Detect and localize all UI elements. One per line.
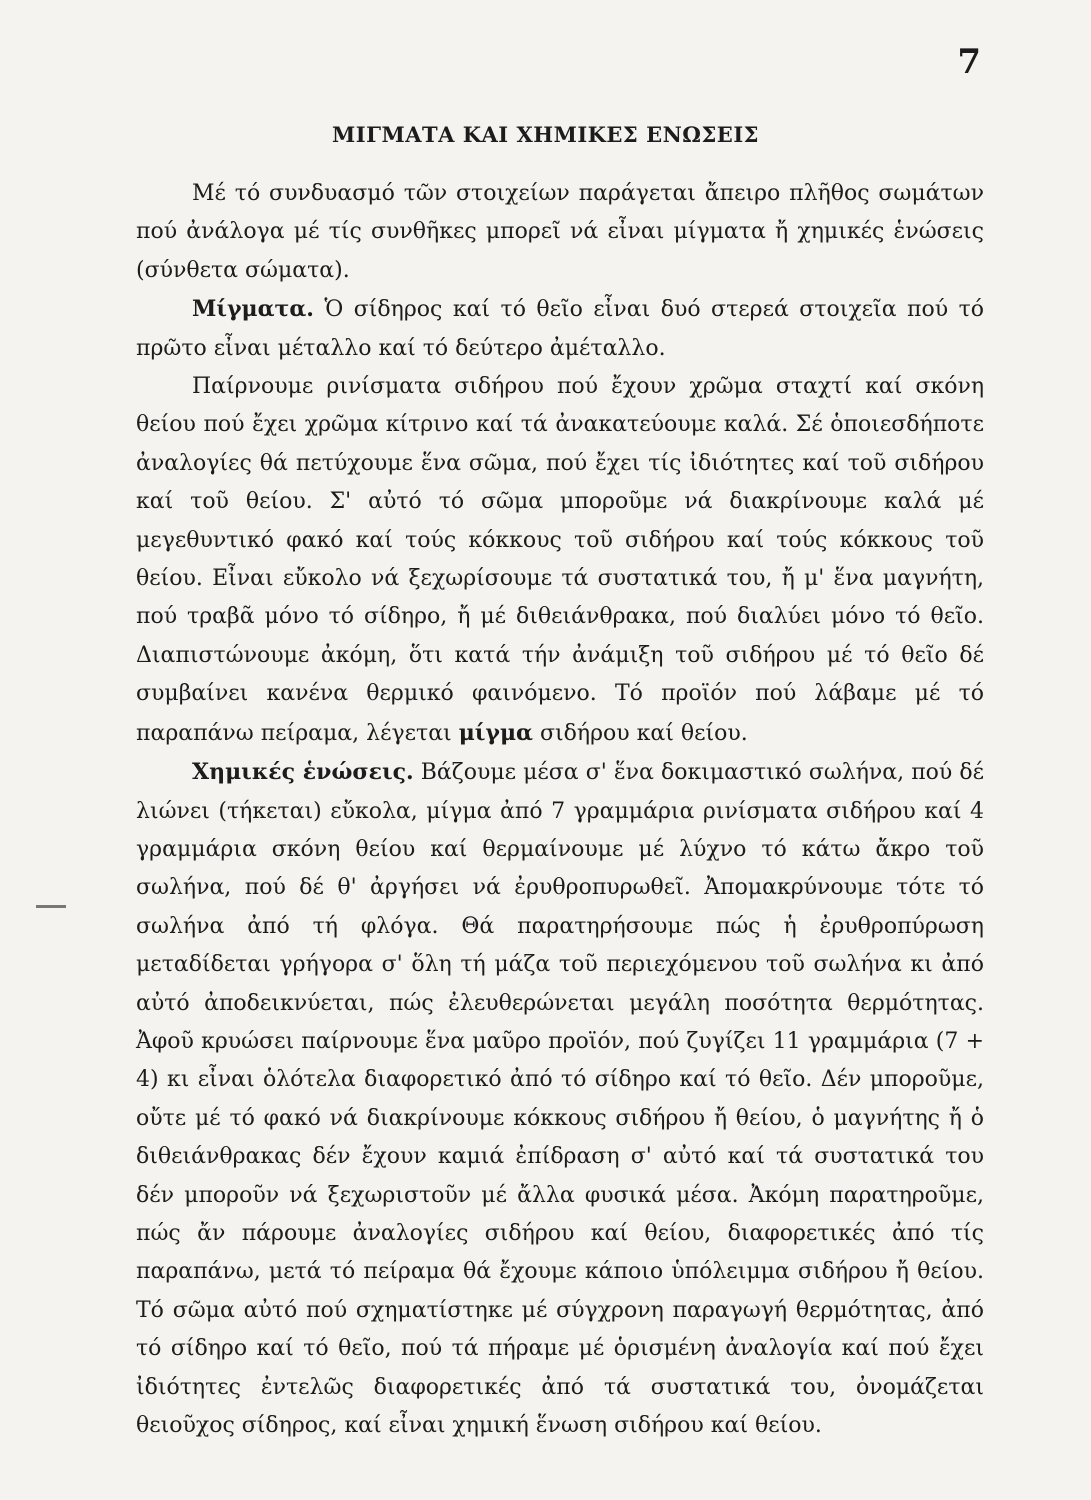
- paragraph-experiment-text-after: σιδήρου καί θείου.: [540, 720, 748, 746]
- margin-mark: [36, 905, 66, 908]
- paragraph-intro: [136, 175, 984, 290]
- paragraph-intro-text: Μέ τό συνδυασμό τῶν στοιχείων παράγεται ἄπειρο πλῆθος σωμάτων πού ἀνάλογα μέ τίς συνθῆκες μπορεῖ νά εἶναι μίγματα ἤ χημικές ἑνώσεις (σύνθετα σώματα).: [136, 181, 984, 283]
- term-mixture: μίγμα: [458, 719, 533, 746]
- paragraph-compounds: [136, 753, 984, 1445]
- body-text: [136, 175, 984, 1445]
- page-title: ΜΙΓΜΑΤΑ ΚΑΙ ΧΗΜΙΚΕΣ ΕΝΩΣΕΙΣ: [332, 122, 759, 147]
- section-heading-compounds: Χημικές ἑνώσεις.: [192, 759, 414, 786]
- page-number: 7: [957, 42, 981, 82]
- paragraph-mixtures-text: Ὁ σίδηρος καί τό θεῖο εἶναι δυό στερεά στοιχεῖα πού τό πρῶτο εἶναι μέταλλο καί τό δεύτερο ἀμέταλλο.: [136, 297, 984, 361]
- section-heading-mixtures: Μίγματα.: [192, 296, 314, 323]
- paragraph-compounds-text: Βάζουμε μέσα σ' ἕνα δοκιμαστικό σωλήνα, πού δέ λιώνει (τήκεται) εὔκολα, μίγμα ἀπό 7 γραμμάρια ρινίσματα σιδήρου καί 4 γραμμάρια σκόνη θείου καί θερμαίνουμε μέ λύχνο τό κάτω ἄκρο τοῦ σωλήνα, πού δέ θ' ἀργήσει νά ἐρυθροπυρωθεῖ. Ἀπομακρύνουμε τότε τό σωλήνα ἀπό τή φλόγα. Θά παρατηρήσουμε πώς ἡ ἐρυθροπύρωση μεταδίδεται γρήγορα σ' ὅλη τή μάζα τοῦ περιεχόμενου τοῦ σωλήνα κι ἀπό αὐτό ἀποδεικνύεται, πώς ἐλευθερώνεται μεγάλη ποσότητα θερμότητας. Ἀφοῦ κρυώσει παίρνουμε ἕνα μαῦρο προϊόν, πού ζυγίζει 11 γραμμάρια (7 + 4) κι εἶναι ὁλότελα διαφορετικό ἀπό τό σίδηρο καί τό θεῖο. Δέν μποροῦμε, οὔτε μέ τό φακό νά διακρίνουμε κόκκους σιδήρου ἤ θείου, ὁ μαγνήτης ἤ ὁ διθειάνθρακας δέν ἔχουν καμιά ἐπίδραση σ' αὐτό καί τά συστατικά του δέν μποροῦν νά ξεχωριστοῦν μέ ἄλλα φυσικά μέσα. Ἀκόμη παρατηροῦμε, πώς ἄν πάρουμε ἀναλογίες σιδήρου καί θείου, διαφορετικές ἀπό τίς παραπάνω, μετά τό πείραμα θά ἔχουμε κάποιο ὑπόλειμμα σιδήρου ἤ θείου. Τό σῶμα αὐτό πού σχηματίστηκε μέ σύγχρονη παραγωγή θερμότητας, ἀπό τό σίδηρο καί τό θεῖο, πού τά πήραμε μέ ὁρισμένη ἀναλογία καί πού ἔχει ἰδιότητες ἐντελῶς διαφορετικές ἀπό τά συστατικά του, ὀνομάζεται θειοῦχος σίδηρος, καί εἶναι χημική ἕνωση σιδήρου καί θείου.: [136, 760, 984, 1438]
- paragraph-experiment-mixture: [136, 368, 984, 753]
- paragraph-experiment-text-before: Παίρνουμε ρινίσματα σιδήρου πού ἔχουν χρῶμα σταχτί καί σκόνη θείου πού ἔχει χρῶμα κίτρινο καί τά ἀνακατεύουμε καλά. Σέ ὁποιεσδήποτε ἀναλογίες θά πετύχουμε ἕνα σῶμα, πού ἔχει τίς ἰδιότητες καί τοῦ σιδήρου καί τοῦ θείου. Σ' αὐτό τό σῶμα μποροῦμε νά διακρίνουμε καλά μέ μεγεθυντικό φακό καί τούς κόκκους τοῦ σιδήρου καί τούς κόκκους τοῦ θείου. Εἶναι εὔκολο νά ξεχωρίσουμε τά συστατικά του, ἤ μ' ἕνα μαγνήτη, πού τραβᾶ μόνο τό σίδηρο, ἤ μέ διθειάνθρακα, πού διαλύει μόνο τό θεῖο. Διαπιστώνουμε ἀκόμη, ὅτι κατά τήν ἀνάμιξη τοῦ σιδήρου μέ τό θεῖο δέ συμβαίνει κανένα θερμικό φαινόμενο. Τό προϊόν πού λάβαμε μέ τό παραπάνω πείραμα, λέγεται: [136, 374, 984, 746]
- paragraph-mixtures: [136, 290, 984, 368]
